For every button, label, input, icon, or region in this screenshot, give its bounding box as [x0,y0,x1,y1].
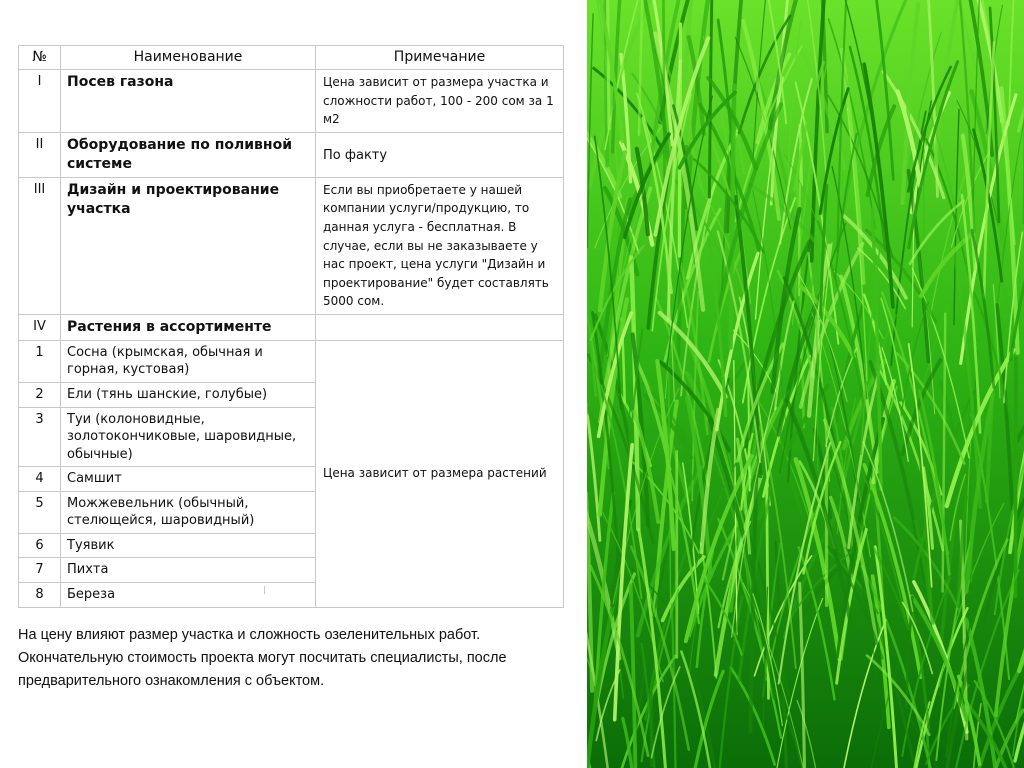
row-num: IV [19,314,61,340]
grass-photo [587,0,1024,768]
table-row [19,132,564,177]
row-num: I [19,70,61,133]
pricing-note [18,624,578,693]
row-num: 3 [19,407,61,467]
grass-image [587,0,1024,768]
table-row [19,340,564,382]
row-num: 8 [19,582,61,607]
row-name: Ели (тянь шанские, голубые) [61,383,316,408]
row-num: 7 [19,558,61,583]
row-name: Сосна (крымская, обычная и горная, кустовая) [61,340,316,382]
table-row [19,70,564,133]
row-num: II [19,132,61,177]
row-note [316,314,564,340]
row-num: III [19,177,61,314]
row-name: Растения в ассортименте [61,314,316,340]
row-num: 2 [19,383,61,408]
row-name: Береза [61,582,316,607]
row-note: По факту [316,132,564,177]
row-name: Пихта [61,558,316,583]
plants-note: Цена зависит от размера растений [316,340,564,607]
row-name: Самшит [61,467,316,492]
row-num: 4 [19,467,61,492]
row-note: Если вы приобретаете у нашей компании услуги/продукцию, то данная услуга - бесплатная. В случае, если вы не заказываете у нас проект, цена услуги "Дизайн и проектирование" будет составлять 5000 сом. [316,177,564,314]
row-name: Туявик [61,533,316,558]
row-num: 6 [19,533,61,558]
header-num: № [19,46,61,70]
row-num: 5 [19,491,61,533]
price-table [18,45,564,608]
grass-blade [663,0,665,245]
pricing-note-line: Окончательную стоимость проекта могут посчитать специалисты, после [18,650,507,666]
row-note: Цена зависит от размера участка и сложности работ, 100 - 200 сом за 1 м2 [316,70,564,133]
pricing-note-line: На цену влияют размер участка и сложность озеленительных работ. [18,627,481,643]
pricing-note-line: предварительного ознакомления с объектом. [18,673,325,689]
row-num: 1 [19,340,61,382]
grass-blade [607,0,609,129]
header-name: Наименование [61,46,316,70]
table-row [19,177,564,314]
header-note: Примечание [316,46,564,70]
row-name: Оборудование по поливной системе [61,132,316,177]
table-row [19,314,564,340]
row-name: Туи (колоновидные, золотокончиковые, шаровидные, обычные) [61,407,316,467]
divider [264,586,265,594]
row-name: Посев газона [61,70,316,133]
row-name: Можжевельник (обычный, стелющейся, шаровидный) [61,491,316,533]
row-name: Дизайн и проектирование участка [61,177,316,314]
table-header-row [19,46,564,70]
price-table-container [18,45,563,602]
